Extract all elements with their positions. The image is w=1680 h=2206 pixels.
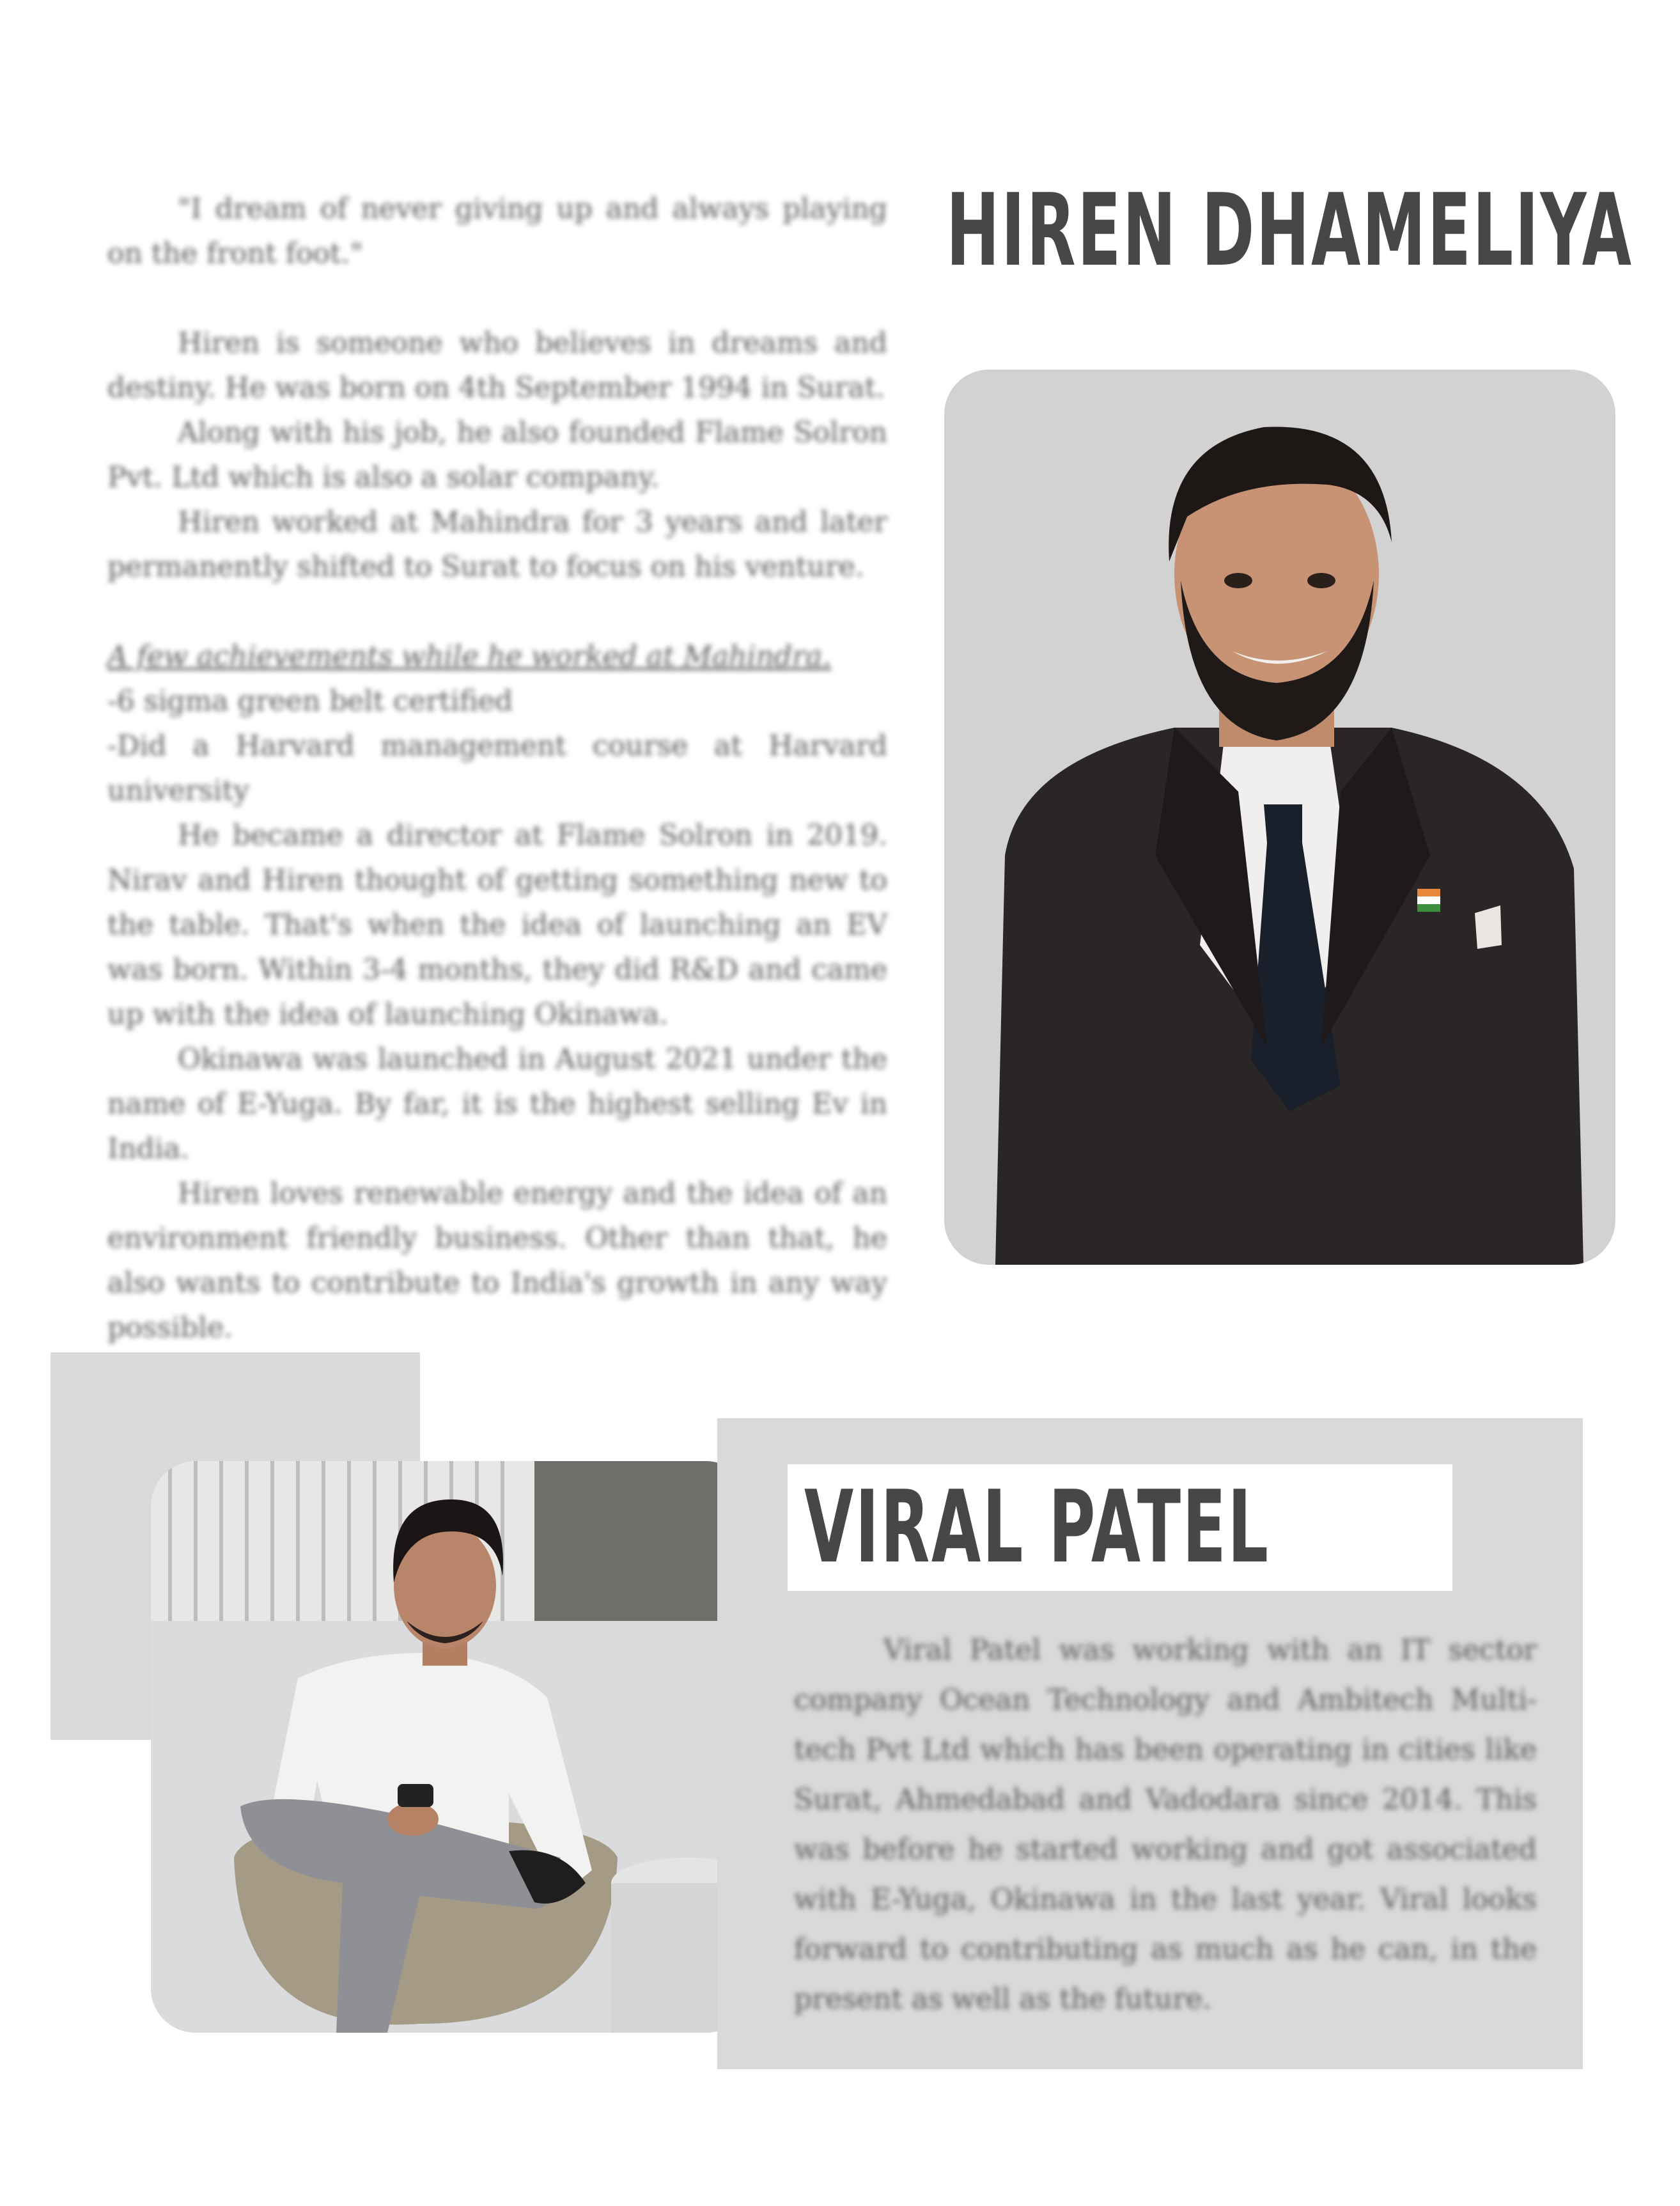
hiren-bio-paragraph-3: Hiren worked at Mahindra for 3 years and later permanently shifted to Surat to focus on his venture. [107, 506, 887, 583]
hiren-bio-paragraph-1: Hiren is someone who believes in dreams and destiny. He was born on 4th September 1994 in Surat. [107, 327, 887, 404]
hiren-bio-paragraph-2: Along with his job, he also founded Flame Solron Pvt. Ltd which is also a solar company. [107, 416, 887, 494]
hiren-quote: "I dream of never giving up and always playing on the front foot." [107, 192, 887, 270]
hiren-bio-paragraph-4: He became a director at Flame Solron in 2019. Nirav and Hiren thought of getting something new to the table. That's when the idea of launching an EV was born. Within 3-4 months, they did R&D and came up with the idea of launching Okinawa. [107, 819, 887, 1031]
hiren-portrait-illustration [944, 370, 1615, 1265]
viral-portrait-photo [151, 1461, 751, 2033]
viral-portrait-illustration [151, 1461, 751, 2033]
achievements-heading: A few achievements while he worked at Mahindra. [107, 640, 832, 673]
hiren-bio-paragraph-5: Okinawa was launched in August 2021 under the name of E-Yuga. By far, it is the highest selling Ev in India. [107, 1043, 887, 1165]
viral-info-panel [717, 1418, 1583, 2069]
hiren-name-title: HIREN DHAMELIYA [946, 172, 1633, 288]
viral-bio-paragraph: Viral Patel was working with an IT sector company Ocean Technology and Ambitech Multi-tech Pvt Ltd which has been operating in cities like Surat, Ahmedabad and Vadodara since 2014. This was before he started working and got associated with E-Yuga, Okinawa in the last year. Viral looks forward to contributing as much as he can, in the present as well as the future. [794, 1634, 1537, 2015]
viral-name-title: VIRAL PATEL [804, 1469, 1270, 1585]
viral-name-box [788, 1464, 1452, 1591]
achievement-item: -6 sigma green belt certified [107, 685, 513, 717]
hiren-portrait-photo [944, 370, 1615, 1265]
achievement-item: -Did a Harvard management course at Harvard university [107, 730, 887, 807]
hiren-bio-paragraph-6: Hiren loves renewable energy and the idea of an environment friendly business. Other than that, he also wants to contribute to India's growth in any way possible. [107, 1177, 887, 1344]
